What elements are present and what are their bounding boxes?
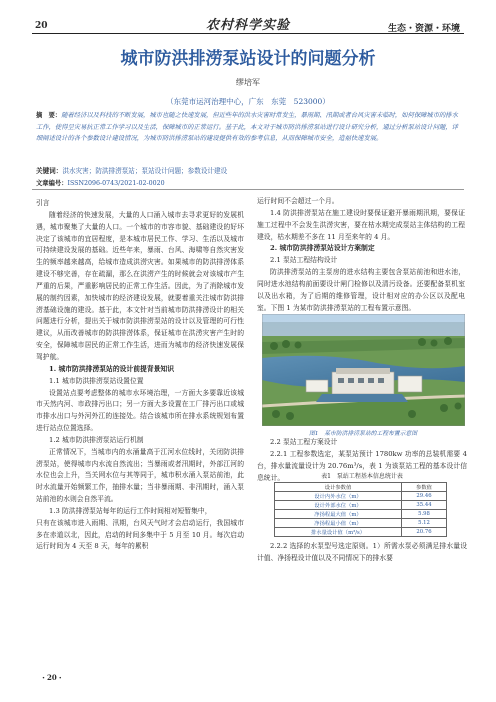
header-page-number: 20 <box>35 21 48 31</box>
table-row <box>275 519 447 528</box>
table-cell-value: 29.46 <box>402 492 447 501</box>
table-cell-value: 5.12 <box>402 519 447 528</box>
article-number-label: 文章编号： <box>36 180 68 187</box>
table-header-cell: 参数值 <box>402 483 447 492</box>
table-cell-value: 20.76 <box>402 528 447 537</box>
table-row <box>275 528 447 537</box>
article-title: 城市防洪排涝泵站设计的问题分析 <box>120 49 376 69</box>
paragraph: 正常情况下，当城市内的水涌量高于江河水位线时，关闭防洪排涝泵站，使得城市内水流自然流出；当暴雨或者汛期时，外部江河的水位也会上升，当关网水位与其等同于，城市积水涌入泵站前池，此时水流量开始频繁工作，抽排水量；当非暴雨期、非汛期时，涌入泵站前池的水则会自然平流。 <box>36 447 244 504</box>
table-cell-value: 35.44 <box>402 501 447 510</box>
table-cell-parameter: 排水量设计值（m³/s） <box>275 528 402 537</box>
right-column-top <box>257 196 465 314</box>
table-row <box>275 501 447 510</box>
abstract-label: 摘 要： <box>36 112 62 119</box>
subsection-heading: 1.3 防洪排涝泵站每年的运行工作时间相对短暂集中， <box>49 506 212 515</box>
section-heading: 1. 城市防洪排涝泵站的设计前提背景知识 <box>49 364 175 373</box>
page-header <box>0 0 496 40</box>
keywords-label: 关键词： <box>36 167 63 175</box>
article-number-text: ISSN2096-0743/2021-02-0020 <box>67 180 165 187</box>
subsection-heading: 2.2 泵站工程方案设计 <box>270 438 338 446</box>
keywords <box>36 165 460 175</box>
paragraph: 2.2.2 选择的水泵型号选定原则。1）所需水泵必须满足排水量设计值、净扬程设计值以及不同情况下的排水要 <box>257 542 467 562</box>
subsection-heading: 2.1 泵站工程结构设计 <box>270 256 338 265</box>
paragraph: 1.4 防洪排涝泵站在施工建设时要保证避开暴雨期汛期，要保证施工过程中不会发生洪涝灾害，要在枯水期完成泵站主体结构的工程建设，枯水期差不多在 11 月至来年的 4 月。 <box>257 208 465 241</box>
table-caption: 表1 泵站工程基本信息统计表 <box>321 473 403 480</box>
paragraph: 只有在该城市进入雨期、汛期，台风天气时才会启动运行，我国城市多在赤道以北，因此，启动的时间多集中于 5 月至 10 月。每次启动运行时间为 4 天至 8 天，每年的累积 <box>36 518 244 551</box>
journal-name: 农村科学实验 <box>205 18 290 33</box>
keywords-text: 洪水灾害；防洪排涝泵站；泵站设计问题；参数设计建设 <box>62 167 228 175</box>
pump-station-info-table <box>274 482 447 537</box>
paragraph: 随着经济的快速发展，大量的人口涌入城市去寻求更好的发展机遇，城市聚集了大量的人口。一个城市的市容市貌、基础建设的好坏决定了该城市的宜居程度，是本城市居民工作、学习、生活以及城市可持续建设发展的基础。近些年来，暴雨、台风、海啸等自然灾害发生的频率越来越高，给城市造成洪涝灾害。如果城市的防洪排涝体系建设不够完善，存在疏漏，那么在洪涝产生的时候就会对该城市产生严重的后果，严重影响居民的正常工作生活。因此，为了消除城市发展的制约因素，加快城市的经济建设发展，就要着重关注城市防洪排涝基础设施的建设。基于此，本文针对当前城市防洪排涝设计的相关问题进行分析，提出关于城市防洪排涝泵站的设计以及管理的可行性建议，从而改善城市的防洪排涝体系，保证城市在洪涝灾害产生时的安全，保障城市居民的正常工作生活，进而为城市的经济快速发展保驾护航。 <box>36 210 244 361</box>
table-header-cell: 设计参数值 <box>275 483 402 492</box>
paragraph: 2.2.1 工程参数选定，某泵站预计 1780kw 功率的总装机需要 4 台，排水量流量设计为 20.76m³/s，表 1 为该泵站工程的基本设计信息统计。 <box>257 449 467 482</box>
journal-column-name: 生态・资源・环境 <box>387 24 460 34</box>
section-heading: 引言 <box>36 199 50 207</box>
table-row <box>275 510 447 519</box>
header-rule <box>32 33 464 34</box>
paragraph: 防洪排涝泵站的主泵房的进水结构主要包含泵站前池和进水池，同时进水池结构前面要设计闸门检修以及清污设备。还要配备泵机室以及出水箱，为了后期的维修管理，设计相对应的办公区以及配电室。下图 1 为某市防洪排涝泵站的工程布置示意图。 <box>257 268 465 312</box>
article-number <box>36 178 165 187</box>
subsection-heading: 1.2 城市防洪排涝泵站运行机制 <box>49 435 144 444</box>
table-row <box>275 492 447 501</box>
abstract <box>36 110 460 145</box>
author: 缪培军 <box>236 78 260 87</box>
table-cell-parameter: 设计外部水位（m） <box>275 501 402 510</box>
table-cell-parameter: 净扬程最小值（m） <box>275 519 402 528</box>
section-heading: 2. 城市防洪排涝泵站设计方案制定 <box>270 244 375 253</box>
abstract-text: 随着经济以及科技的不断发展，城市也随之快速发展，但近些年的洪水灾害时常发生，暴雨期、汛期或者台风灾害未临时，如何保障城市的排水工作，使得呈灾易抗正常工作学习以及生活，保障城市的正常运行。基于此，本文对于城市防洪排涝泵站进行设计研究分析，通过分析泵站设计问题，详细阐述设计的各个参数设计建设情况，为城市防洪排涝泵站的建设提供有效的参考信息，从而保障城市安全，造福快速发展。 <box>36 112 458 143</box>
right-column-after-table <box>257 541 467 565</box>
table-cell-parameter: 设计内外水位（m） <box>275 492 402 501</box>
figure-caption: 图1 某市防洪排涝泵站的工程布置示意图 <box>308 431 418 437</box>
affiliation: （东莞市运河治理中心，广东 东莞 523000） <box>166 97 330 106</box>
subsection-heading: 1.1 城市防洪排涝泵站设置位置 <box>49 376 144 385</box>
body-rule <box>32 189 464 190</box>
paragraph: 设置站点要考虑整体的城市水环境治理，一方面大多要靠近该城市天然内河、市政排污出口；另一方面大多设置在工厂排污出口或城市排水出口与外河外江的连接处。结合该城市所在排水系统规划布置进行站点位置选择。 <box>36 388 244 433</box>
table-cell-parameter: 净扬程最大值（m） <box>275 510 402 519</box>
figure-pump-station-layout <box>262 314 465 426</box>
table-header-row <box>275 483 447 492</box>
pump-station-aerial-render <box>262 314 465 426</box>
table-cell-value: 5.98 <box>402 510 447 519</box>
paragraph: 运行时间不会超过一个月。 <box>257 197 339 205</box>
left-column <box>36 198 244 553</box>
page-footer-number: ・20・ <box>40 673 64 682</box>
